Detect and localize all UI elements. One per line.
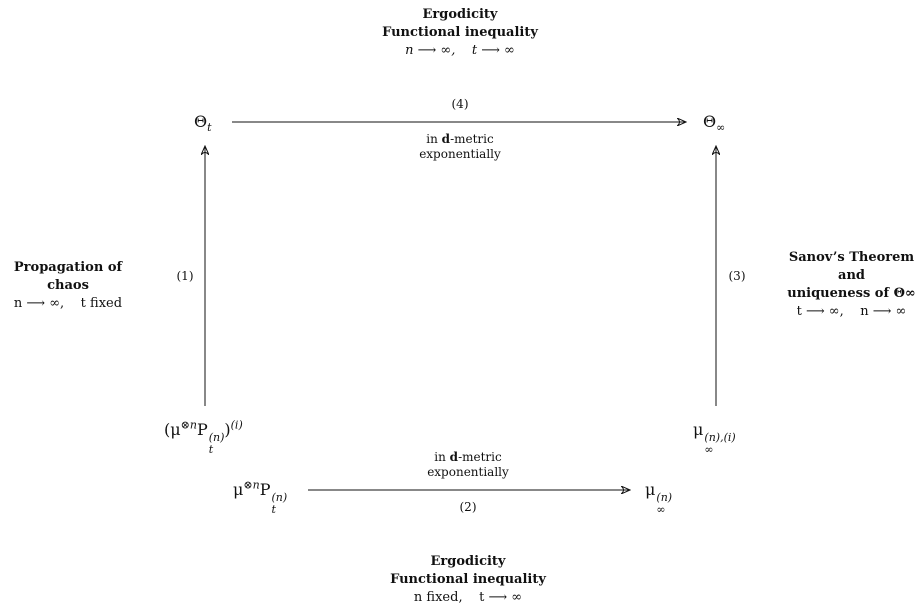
node-mu-inf-marginal: μ (n),(i) ∞ — [693, 420, 736, 456]
arrow-1-label: (1) — [176, 269, 194, 283]
top-line2: Functional inequality — [382, 25, 538, 40]
left-annotation — [0, 259, 136, 313]
right-limit: t ⟶ ∞, n ⟶ ∞ — [796, 304, 907, 319]
node-theta-inf: $\Theta_\infty$ — [703, 112, 726, 135]
top-limit: n ⟶ ∞, t ⟶ ∞ — [405, 43, 515, 58]
bottom-annotation — [368, 553, 568, 607]
arrow-4-label: (4) — [451, 97, 469, 111]
node-mu-inf: μ (n) ∞ — [645, 480, 673, 516]
bottom-limit: n fixed, t ⟶ ∞ — [413, 590, 523, 605]
bottom-line1: Ergodicity — [430, 554, 506, 569]
top-annotation — [360, 6, 560, 60]
node-mu-tensor-marginal: ($\mu^{\otimes n}P$ (n) t )$^{(i)}$ — [164, 418, 243, 456]
right-line1: Sanov’s Theorem and — [788, 250, 915, 283]
top-line1: Ergodicity — [422, 7, 498, 22]
arrow-2-label: (2) — [459, 500, 477, 514]
left-limit: n ⟶ ∞, t fixed — [13, 296, 123, 311]
arrow-4-description: in d-metric exponentially — [419, 132, 501, 161]
right-line2: uniqueness of Θ∞ — [787, 286, 916, 301]
node-mu-tensor: $\mu^{\otimes n}P$ (n) t — [233, 478, 288, 516]
bottom-line2: Functional inequality — [390, 572, 546, 587]
right-annotation — [780, 249, 923, 321]
node-theta-t: $\Theta_t$ — [194, 112, 212, 135]
arrow-3-label: (3) — [728, 269, 746, 283]
left-line1: Propagation of chaos — [13, 260, 123, 293]
arrow-2-description: in d-metric exponentially — [427, 450, 509, 479]
